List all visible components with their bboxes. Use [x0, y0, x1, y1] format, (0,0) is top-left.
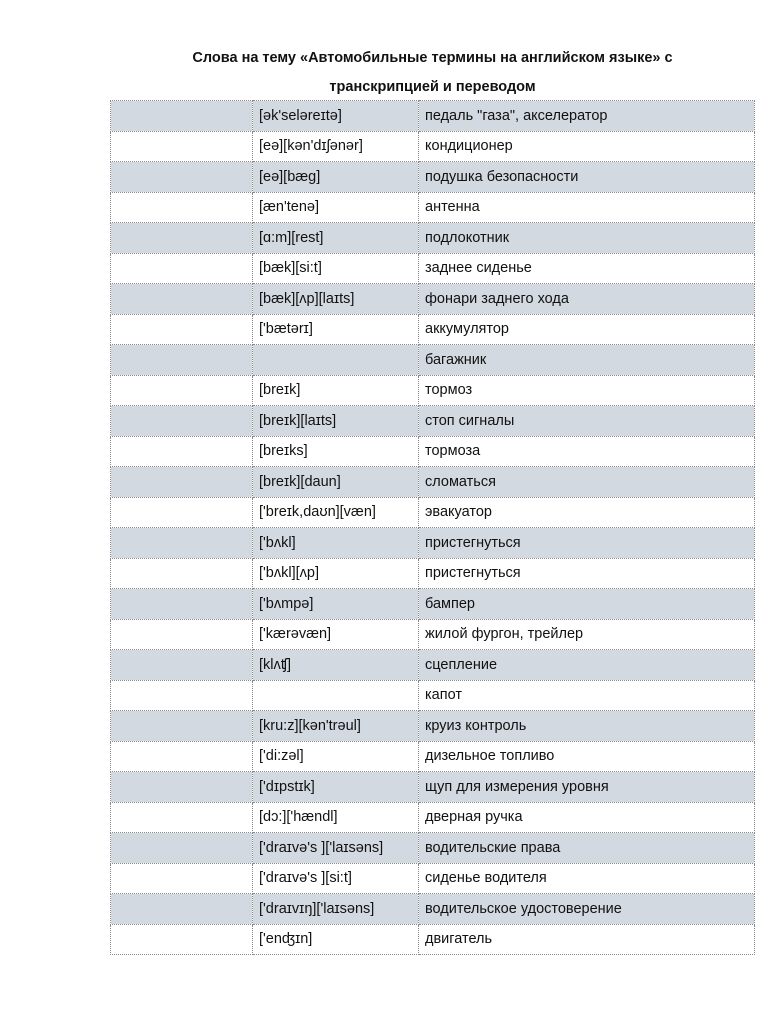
english-word-cell	[111, 467, 253, 498]
vocabulary-table	[110, 100, 755, 955]
transcription-cell: [bæk][ʌp][laɪts]	[253, 284, 419, 315]
translation-cell: кондиционер	[419, 131, 755, 162]
transcription-cell: [breɪks]	[253, 436, 419, 467]
table-row	[111, 192, 755, 223]
table-row	[111, 345, 755, 376]
translation-cell: капот	[419, 680, 755, 711]
english-word-cell	[111, 223, 253, 254]
table-row	[111, 467, 755, 498]
transcription-cell: ['dɪpstɪk]	[253, 772, 419, 803]
translation-cell: подушка безопасности	[419, 162, 755, 193]
transcription-cell: [eə][bæg]	[253, 162, 419, 193]
transcription-cell	[253, 345, 419, 376]
english-word-cell	[111, 436, 253, 467]
english-word-cell	[111, 802, 253, 833]
english-word-cell	[111, 894, 253, 925]
transcription-cell: ['enʤɪn]	[253, 924, 419, 955]
table-row	[111, 528, 755, 559]
document-title-line1: Слова на тему «Автомобильные термины на английском языке» с	[192, 50, 673, 66]
translation-cell: стоп сигналы	[419, 406, 755, 437]
translation-cell: пристегнуться	[419, 528, 755, 559]
translation-cell: заднее сиденье	[419, 253, 755, 284]
transcription-cell: [klʌʧ]	[253, 650, 419, 681]
english-word-cell	[111, 650, 253, 681]
english-word-cell	[111, 741, 253, 772]
table-row	[111, 558, 755, 589]
table-row	[111, 406, 755, 437]
transcription-cell: [bæk][si:t]	[253, 253, 419, 284]
table-row	[111, 680, 755, 711]
english-word-cell	[111, 497, 253, 528]
table-row	[111, 619, 755, 650]
translation-cell: пристегнуться	[419, 558, 755, 589]
table-row	[111, 436, 755, 467]
transcription-cell: ['draɪvə's ][si:t]	[253, 863, 419, 894]
table-row	[111, 314, 755, 345]
table-row	[111, 650, 755, 681]
table-row	[111, 894, 755, 925]
translation-cell: тормоза	[419, 436, 755, 467]
table-row	[111, 741, 755, 772]
translation-cell: подлокотник	[419, 223, 755, 254]
transcription-cell: [breɪk][daun]	[253, 467, 419, 498]
table-row	[111, 863, 755, 894]
english-word-cell	[111, 558, 253, 589]
table-row	[111, 772, 755, 803]
table-row	[111, 497, 755, 528]
table-row	[111, 833, 755, 864]
transcription-cell	[253, 680, 419, 711]
english-word-cell	[111, 619, 253, 650]
english-word-cell	[111, 528, 253, 559]
table-row	[111, 162, 755, 193]
translation-cell: дизельное топливо	[419, 741, 755, 772]
transcription-cell: ['bʌkl]	[253, 528, 419, 559]
transcription-cell: [æn'tenə]	[253, 192, 419, 223]
transcription-cell: ['kærəvæn]	[253, 619, 419, 650]
translation-cell: водительское удостоверение	[419, 894, 755, 925]
table-row	[111, 101, 755, 132]
table-row	[111, 284, 755, 315]
transcription-cell: [eə][kən'dɪʃənər]	[253, 131, 419, 162]
transcription-cell: [kru:z][kən'trəul]	[253, 711, 419, 742]
transcription-cell: ['bætərɪ]	[253, 314, 419, 345]
table-row	[111, 802, 755, 833]
english-word-cell	[111, 711, 253, 742]
translation-cell: эвакуатор	[419, 497, 755, 528]
translation-cell: антенна	[419, 192, 755, 223]
translation-cell: щуп для измерения уровня	[419, 772, 755, 803]
english-word-cell	[111, 314, 253, 345]
document-title-line2: транскрипцией и переводом	[329, 79, 536, 95]
transcription-cell: ['bʌkl][ʌp]	[253, 558, 419, 589]
transcription-cell: ['di:zəl]	[253, 741, 419, 772]
translation-cell: жилой фургон, трейлер	[419, 619, 755, 650]
table-row	[111, 589, 755, 620]
english-word-cell	[111, 833, 253, 864]
translation-cell: сломаться	[419, 467, 755, 498]
translation-cell: багажник	[419, 345, 755, 376]
english-word-cell	[111, 284, 253, 315]
english-word-cell	[111, 131, 253, 162]
translation-cell: двигатель	[419, 924, 755, 955]
translation-cell: тормоз	[419, 375, 755, 406]
table-row	[111, 711, 755, 742]
english-word-cell	[111, 924, 253, 955]
table-row	[111, 375, 755, 406]
translation-cell: бампер	[419, 589, 755, 620]
translation-cell: дверная ручка	[419, 802, 755, 833]
english-word-cell	[111, 589, 253, 620]
translation-cell: педаль "газа", акселератор	[419, 101, 755, 132]
english-word-cell	[111, 253, 253, 284]
table-row	[111, 924, 755, 955]
english-word-cell	[111, 345, 253, 376]
vocabulary-table-body	[111, 101, 755, 955]
table-row	[111, 131, 755, 162]
english-word-cell	[111, 375, 253, 406]
transcription-cell: ['draɪvɪŋ]['laɪsəns]	[253, 894, 419, 925]
transcription-cell: [breɪk]	[253, 375, 419, 406]
transcription-cell: [ɑ:m][rest]	[253, 223, 419, 254]
english-word-cell	[111, 162, 253, 193]
transcription-cell: [ək'seləreɪtə]	[253, 101, 419, 132]
english-word-cell	[111, 680, 253, 711]
translation-cell: сцепление	[419, 650, 755, 681]
translation-cell: круиз контроль	[419, 711, 755, 742]
translation-cell: аккумулятор	[419, 314, 755, 345]
translation-cell: водительские права	[419, 833, 755, 864]
english-word-cell	[111, 101, 253, 132]
english-word-cell	[111, 406, 253, 437]
transcription-cell: ['breɪk,daʊn][væn]	[253, 497, 419, 528]
translation-cell: фонари заднего хода	[419, 284, 755, 315]
transcription-cell: [breɪk][laɪts]	[253, 406, 419, 437]
transcription-cell: ['draɪvə's ]['laɪsəns]	[253, 833, 419, 864]
english-word-cell	[111, 772, 253, 803]
table-row	[111, 223, 755, 254]
english-word-cell	[111, 863, 253, 894]
translation-cell: сиденье водителя	[419, 863, 755, 894]
transcription-cell: [dɔ:]['hændl]	[253, 802, 419, 833]
table-row	[111, 253, 755, 284]
english-word-cell	[111, 192, 253, 223]
transcription-cell: ['bʌmpə]	[253, 589, 419, 620]
